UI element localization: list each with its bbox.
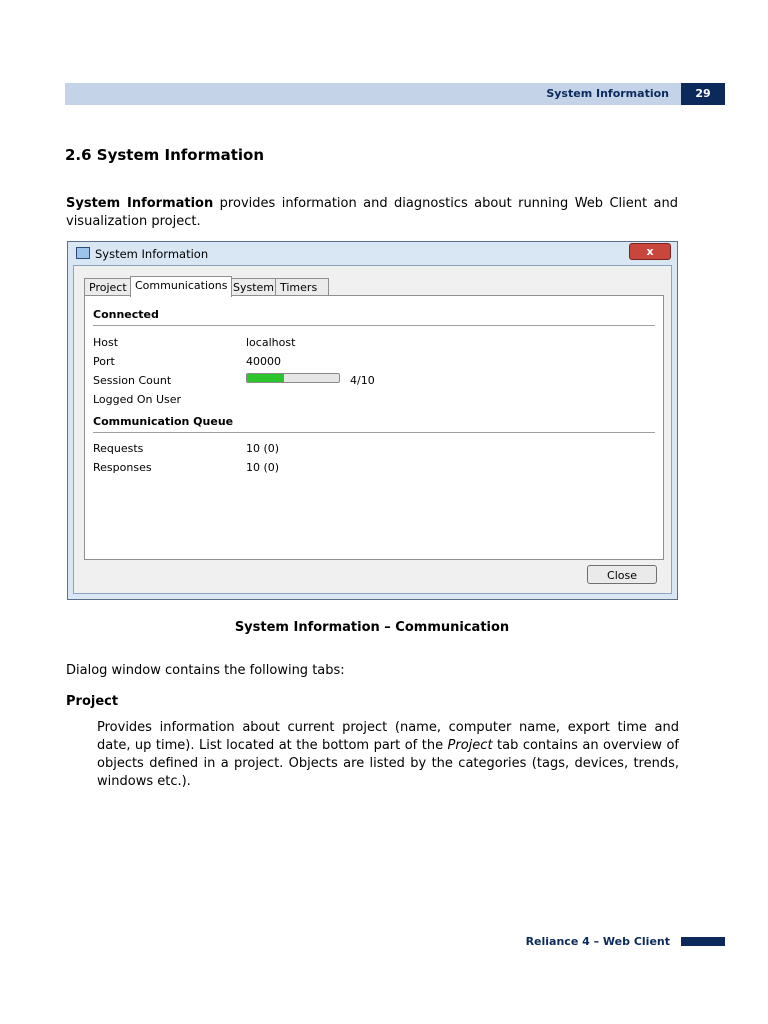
project-paragraph bbox=[97, 719, 679, 791]
intro-text: provides information and diagnostics about running Web Client and visualization project. bbox=[66, 196, 678, 229]
header-bar bbox=[65, 83, 681, 105]
session-count-label: Session Count bbox=[93, 374, 172, 387]
communication-queue-heading: Communication Queue bbox=[93, 415, 234, 428]
tab-project[interactable]: Project bbox=[84, 278, 132, 295]
host-label: Host bbox=[93, 336, 119, 349]
responses-label: Responses bbox=[93, 461, 152, 474]
session-count-value: 4/10 bbox=[350, 374, 375, 387]
intro-paragraph bbox=[66, 195, 678, 231]
project-text-after: tab contains an overview of objects defined in a project. Objects are listed by the categories (tags, devices, trends, windows etc.). bbox=[97, 738, 679, 789]
header-title: System Information bbox=[546, 87, 669, 100]
page-number: 29 bbox=[681, 83, 725, 105]
footer-bar bbox=[681, 937, 725, 946]
close-button[interactable]: Close bbox=[587, 565, 657, 584]
computer-icon bbox=[76, 247, 90, 259]
project-text-before: Provides information about current project (name, computer name, export time and date, up time). List located at the bottom part of the bbox=[97, 720, 679, 753]
connected-divider bbox=[93, 325, 655, 326]
port-value: 40000 bbox=[246, 355, 281, 368]
communications-panel bbox=[84, 295, 664, 560]
host-value: localhost bbox=[246, 336, 296, 349]
section-heading: 2.6 System Information bbox=[65, 146, 265, 164]
port-label: Port bbox=[93, 355, 115, 368]
project-heading: Project bbox=[66, 694, 119, 709]
requests-value: 10 (0) bbox=[246, 442, 280, 455]
queue-divider bbox=[93, 432, 655, 433]
figure-caption: System Information – Communication bbox=[234, 620, 510, 635]
project-italic: Project bbox=[447, 738, 493, 753]
tabs-intro-paragraph: Dialog window contains the following tabs: bbox=[66, 663, 345, 678]
tab-system[interactable]: System bbox=[228, 278, 279, 295]
tab-timers-and-threads[interactable]: Timers bbox=[275, 278, 329, 295]
system-information-dialog bbox=[67, 241, 678, 600]
connected-heading: Connected bbox=[93, 308, 159, 321]
logged-on-user-label: Logged On User bbox=[93, 393, 182, 406]
requests-label: Requests bbox=[93, 442, 144, 455]
session-progress-bar bbox=[246, 373, 340, 383]
footer-text: Reliance 4 – Web Client bbox=[525, 935, 670, 948]
dialog-title: System Information bbox=[95, 247, 209, 261]
responses-value: 10 (0) bbox=[246, 461, 280, 474]
dialog-client bbox=[73, 265, 672, 594]
intro-bold-term: System Information bbox=[66, 196, 214, 211]
close-window-button[interactable]: x bbox=[629, 243, 671, 260]
tab-communications[interactable]: Communications bbox=[130, 276, 232, 297]
session-progress-fill bbox=[247, 374, 284, 382]
